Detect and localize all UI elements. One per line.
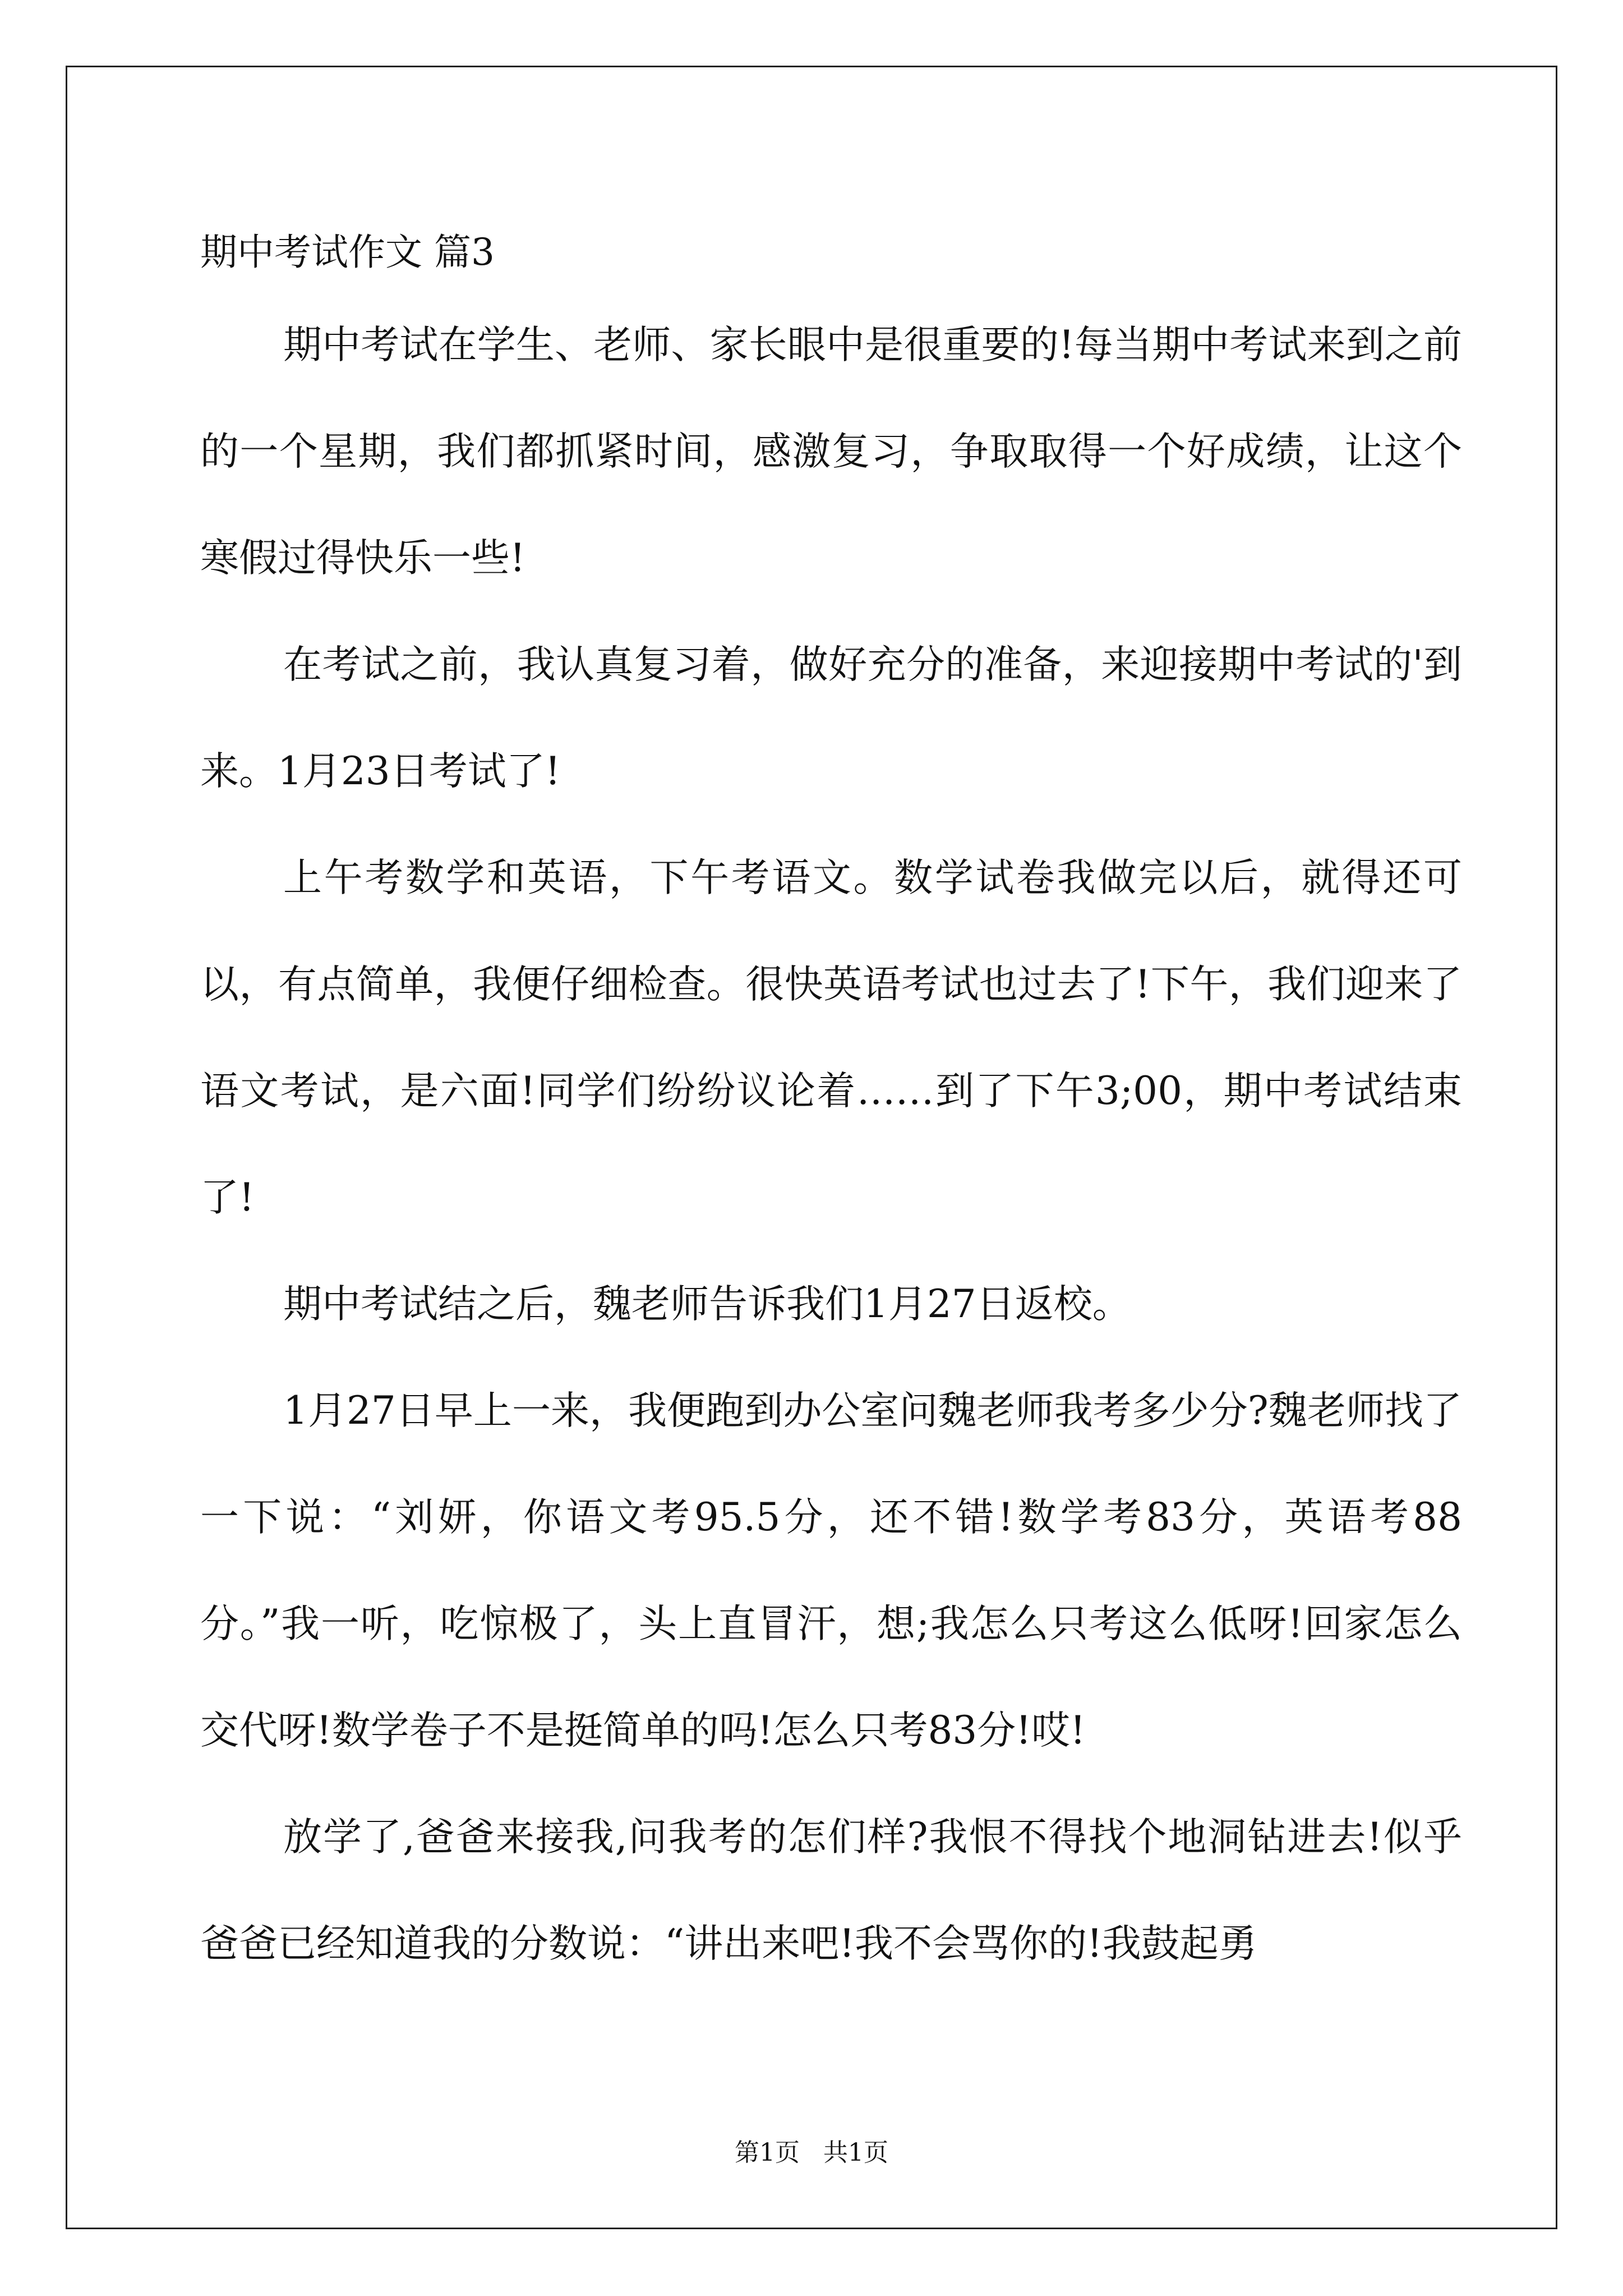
paragraph: 期中考试在学生、老师、家长眼中是很重要的!每当期中考试来到之前的一个星期，我们都抓紧时间，感激复习，争取取得一个好成绩，让这个寒假过得快乐一些! [200,323,1462,581]
document-title: 期中考试作文 篇3 [200,231,495,274]
paragraph: 期中考试结之后，魏老师告诉我们1月27日返校。 [283,1282,1131,1327]
page-number-footer: 第1页 共1页 [735,2138,888,2167]
paragraph: 上午考数学和英语，下午考语文。数学试卷我做完以后，就得还可以，有点简单，我便仔细检查。很快英语考试也过去了!下午，我们迎来了语文考试，是六面!同学们纷纷议论着……到了下午3;00，期中考试结束了! [200,855,1462,1220]
document-body [200,224,1462,1997]
paragraph: 在考试之前，我认真复习着，做好充分的准备，来迎接期中考试的'到来。1月23日考试了! [200,642,1462,794]
paragraph: 放学了,爸爸来接我,问我考的怎们样?我恨不得找个地洞钻进去!似乎爸爸已经知道我的分数说：“讲出来吧!我不会骂你的!我鼓起勇 [200,1815,1462,1966]
paragraph: 1月27日早上一来，我便跑到办公室问魏老师我考多少分?魏老师找了一下说：“刘妍，你语文考95.5分，还不错!数学考83分，英语考88分。”我一听，吃惊极了，头上直冒汗，想;我怎么只考这么低呀!回家怎么交代呀!数学卷子不是挺简单的吗!怎么只考83分!哎! [200,1388,1462,1753]
